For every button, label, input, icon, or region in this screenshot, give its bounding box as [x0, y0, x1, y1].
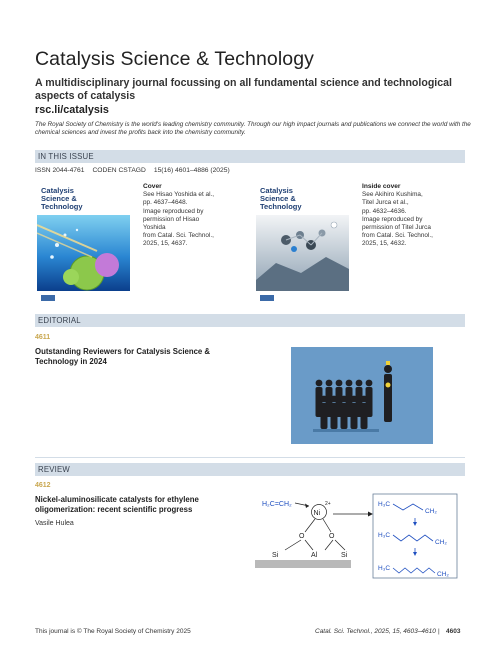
journal-title: Catalysis Science & Technology — [35, 48, 315, 70]
cover-journal-line1: Catalysis — [41, 186, 74, 195]
butene-ch3: H₃C — [378, 501, 391, 508]
octene-ch2: CH₂ — [437, 571, 449, 578]
inside-cover-line: permission of Titel Jurca — [362, 224, 431, 232]
issn: ISSN 2044-4761 — [35, 167, 85, 174]
editorial-page: 4611 — [35, 334, 51, 341]
cover-image[interactable] — [37, 185, 130, 305]
review-author: Vasile Hulea — [35, 520, 74, 527]
aluminium-label: Al — [311, 552, 318, 559]
oxygen-label-2: O — [329, 533, 335, 540]
section-band-review: REVIEW — [35, 463, 465, 476]
cover-line: from Catal. Sci. Technol., — [143, 232, 214, 240]
inside-cover-heading: Inside cover — [362, 183, 401, 190]
footer-page-number: 4603 — [446, 628, 461, 635]
review-title[interactable] — [35, 495, 255, 514]
inside-cover-journal-line2: Science & — [260, 194, 296, 203]
review-title-line: Nickel-aluminosilicate catalysts for ethylene — [35, 495, 199, 504]
cover-line: permission of Hisao Yoshida — [143, 215, 200, 232]
volume-info: 15(16) 4601–4886 (2025) — [153, 167, 230, 174]
journal-url[interactable]: rsc.li/catalysis — [35, 104, 109, 116]
inside-cover-art — [256, 185, 349, 305]
cover-journal-line3: Technology — [41, 202, 83, 211]
nickel-label: Ni — [313, 510, 321, 517]
inside-cover-line: Image reproduced by — [362, 215, 423, 223]
reviewers-illustration — [291, 347, 433, 444]
inside-cover-line: pp. 4632–4636. — [362, 207, 407, 215]
section-band-editorial: EDITORIAL — [35, 314, 465, 327]
review-page: 4612 — [35, 482, 51, 489]
inside-cover-line: from Catal. Sci. Technol., — [362, 232, 433, 240]
inside-cover-line: Titel Jurca et al., — [362, 199, 409, 207]
octene-ch3: H₃C — [378, 565, 391, 572]
footer-copyright: This journal is © The Royal Society of Chemistry 2025 — [35, 628, 191, 635]
cover-art — [37, 185, 130, 305]
cover-line: pp. 4637–4648. — [143, 199, 188, 207]
ethylene-label: H₂C=CH₂ — [262, 501, 292, 508]
silicon-label-1: Si — [272, 552, 279, 559]
coden: CODEN CSTAGD — [92, 167, 146, 174]
nickel-charge: 2+ — [325, 501, 331, 507]
rsc-note: The Royal Society of Chemistry is the world's leading chemistry community. Through our high impact journals and publications we connect the world with the chemical sciences and invest the profits back into the chemistry community. — [35, 121, 471, 136]
hexene-ch2: CH₂ — [435, 539, 447, 546]
cover-line: 2025, 15, 4637. — [143, 240, 188, 248]
hexene-ch3: H₃C — [378, 532, 391, 539]
inside-cover-caption — [362, 183, 442, 249]
oxygen-label-1: O — [299, 533, 305, 540]
footer-citation: Catal. Sci. Technol., 2025, 15, 4603–4610 — [315, 628, 436, 635]
review-graphic — [255, 492, 465, 582]
silicon-label-2: Si — [341, 552, 348, 559]
inside-cover-journal-line3: Technology — [260, 202, 302, 211]
cover-journal-line2: Science & — [41, 194, 77, 203]
editorial-title-line: Outstanding Reviewers for Catalysis Science & — [35, 347, 211, 356]
journal-tagline: A multidisciplinary journal focussing on all fundamental science and technological aspects of catalysis — [35, 77, 452, 102]
editorial-title-line: Technology in 2024 — [35, 356, 107, 366]
inside-cover-journal-line1: Catalysis — [260, 186, 293, 195]
inside-cover-line: See Akihiro Kushima, — [362, 191, 423, 199]
editorial-graphic — [291, 347, 433, 444]
issue-meta — [35, 167, 238, 174]
oligomerization-scheme — [255, 492, 465, 582]
footer-separator: | — [438, 628, 440, 635]
cover-heading: Cover — [143, 183, 162, 190]
cover-caption — [143, 183, 223, 249]
inside-cover-image[interactable] — [256, 185, 349, 305]
inside-cover-line: 2025, 15, 4632. — [362, 240, 407, 248]
review-title-line: oligomerization: recent scientific progress — [35, 504, 193, 514]
section-band-in-this-issue: IN THIS ISSUE — [35, 150, 465, 163]
editorial-title[interactable] — [35, 347, 255, 366]
section-divider — [35, 457, 465, 458]
cover-line: See Hisao Yoshida et al., — [143, 191, 215, 199]
cover-line: Image reproduced by — [143, 207, 204, 215]
butene-ch2: CH₂ — [425, 508, 437, 515]
